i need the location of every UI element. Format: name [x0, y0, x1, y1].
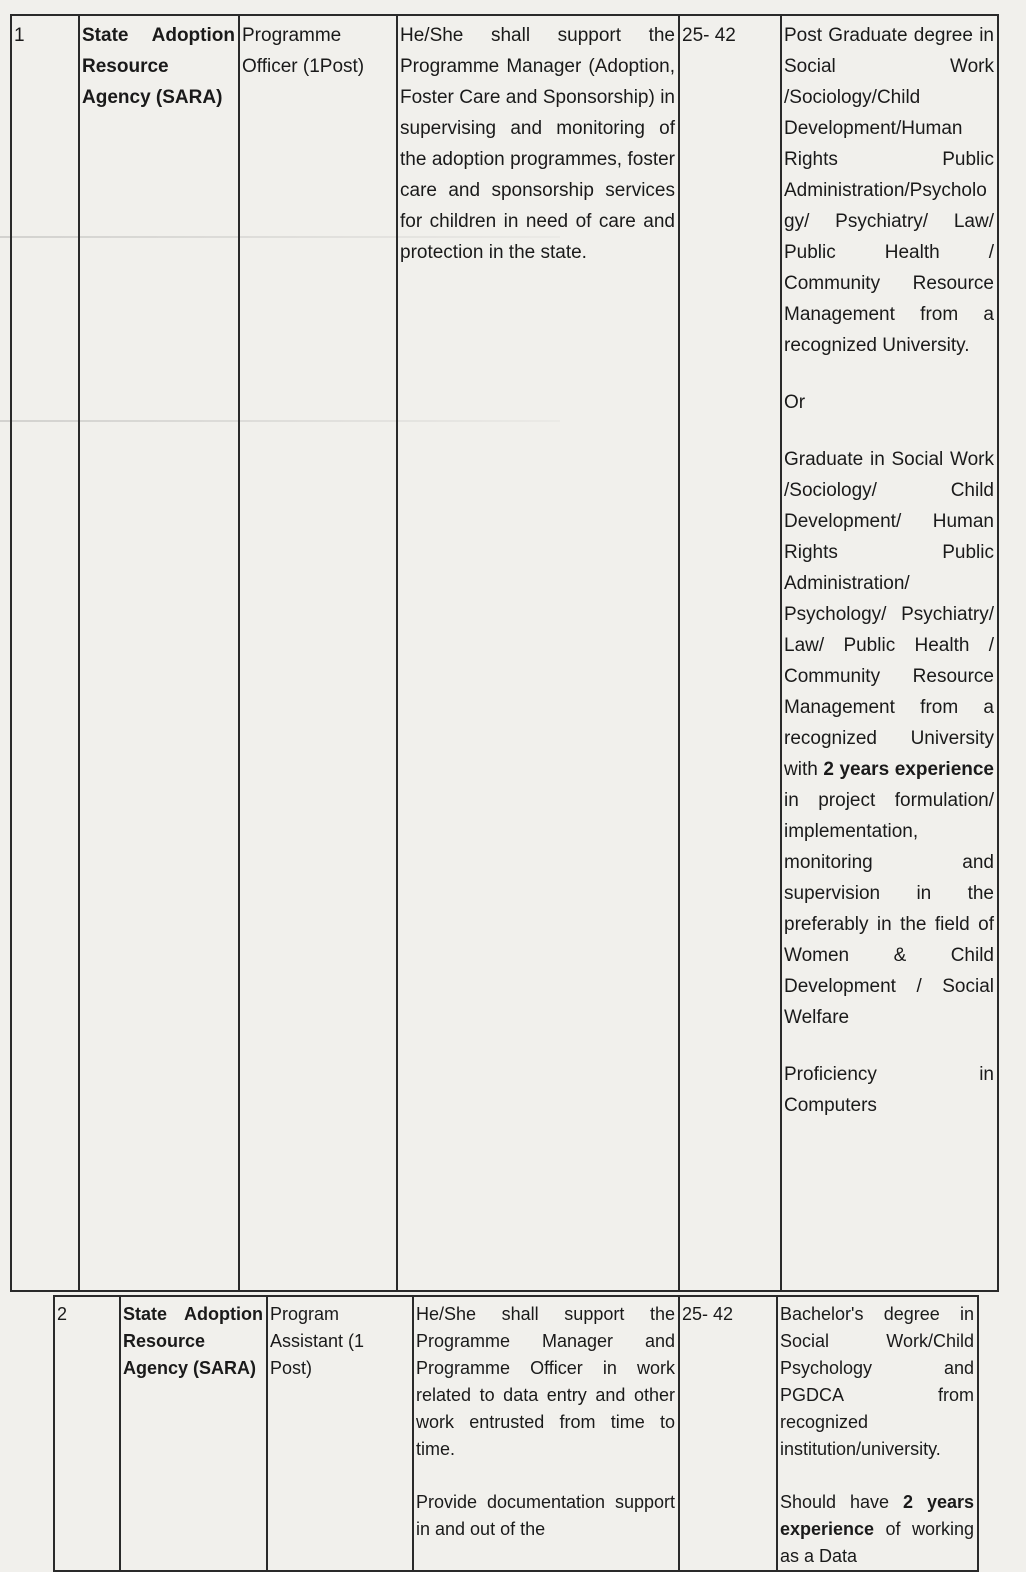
- role-cell: [413, 1296, 679, 1571]
- table-row: [53, 1295, 979, 1572]
- role-text: He/She shall support the Programme Manager and Programme Officer in work related to data entry and other work entrusted from time to time.: [416, 1304, 675, 1459]
- qualification-text: Proficiency in Computers: [784, 1064, 994, 1116]
- qualification-or: Or: [784, 392, 806, 413]
- post-cell: Program Assistant (1 Post): [267, 1296, 413, 1571]
- role-cell: He/She shall support the Programme Manager (Adoption, Foster Care and Sponsorship) in supervising and monitoring of the adoption programmes, foster care and sponsorship services for children in need of care and protection in the state.: [397, 15, 679, 1291]
- role-text: Provide documentation support in and out of the: [416, 1492, 675, 1539]
- experience-bold: 2 years experience: [823, 759, 994, 780]
- qualification-text: Should have 2 years experience of working as a Data: [780, 1492, 974, 1566]
- agency-cell: State Adoption Resource Agency (SARA): [79, 15, 239, 1291]
- experience-bold: 2 years experience: [780, 1492, 974, 1539]
- serial-number-cell: 2: [54, 1296, 120, 1571]
- qualification-text: Bachelor's degree in Social Work/Child Psychology and PGDCA from recognized institution/university.: [780, 1304, 974, 1459]
- serial-number-cell: 1: [11, 15, 79, 1291]
- qualification-text: Graduate in Social Work /Sociology/ Child Development/ Human Rights Public Administration/ Psychology/ Psychiatry/ Law/ Public Health / Community Resource Management from a recognized University with 2 years experience in project formulation/ implementation, monitoring and supervision in the preferably in the field of Women & Child Development / Social Welfare: [784, 449, 994, 1028]
- qualification-cell: [781, 15, 998, 1291]
- qualification-cell: [777, 1296, 978, 1571]
- qualification-text: Post Graduate degree in Social Work /Sociology/Child Development/Human Rights Public Administration/Psychology/ Psychiatry/ Law/ Public Health / Community Resource Management from a recognized University.: [784, 25, 994, 356]
- post-cell: Programme Officer (1Post): [239, 15, 397, 1291]
- table-row: [10, 14, 999, 1292]
- age-cell: 25- 42: [679, 15, 781, 1291]
- agency-cell: State Adoption Resource Agency (SARA): [120, 1296, 267, 1571]
- age-cell: 25- 42: [679, 1296, 777, 1571]
